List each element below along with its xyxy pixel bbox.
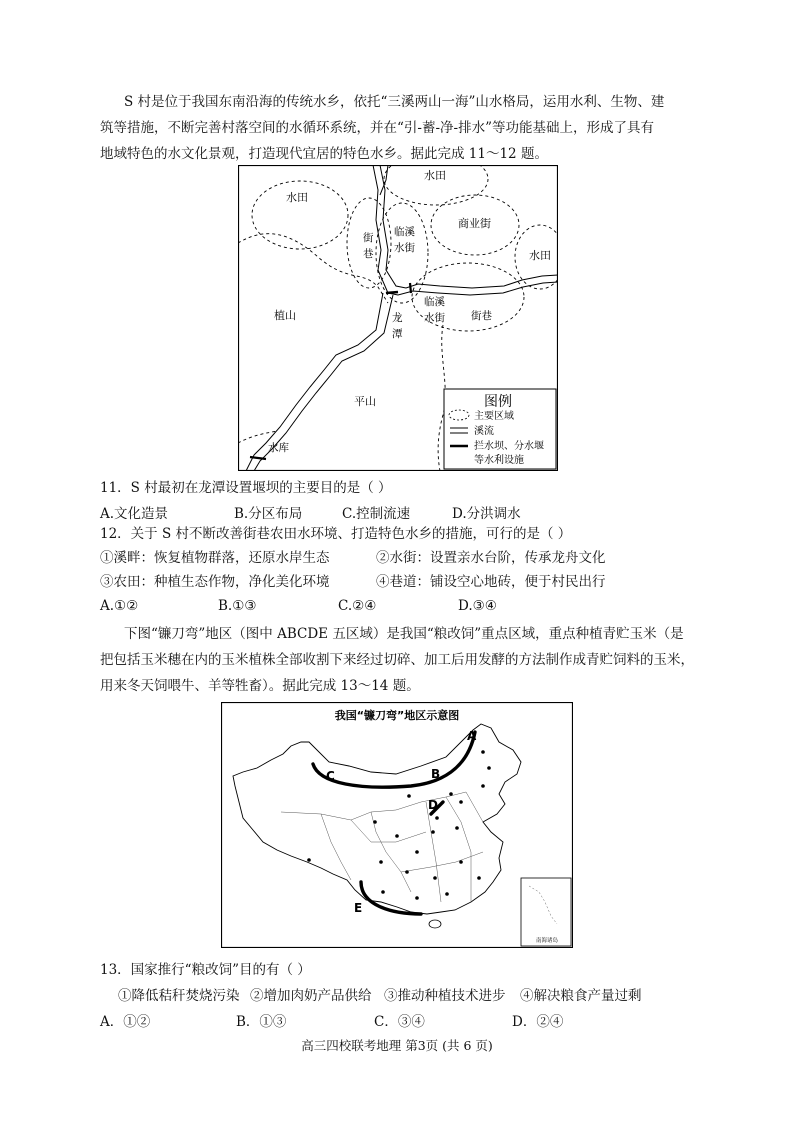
q11-option-c[interactable]: C.控制流速 [342, 506, 411, 522]
q12-option-a[interactable]: A.①② [100, 598, 139, 614]
label-alley-left-2: 巷 [363, 248, 374, 260]
china-sickle-map [221, 702, 573, 948]
q13-option-b[interactable]: B．①③ [236, 1014, 287, 1030]
q11-stem: 11．S 村最初在龙潭设置堰坝的主要目的是（ ） [100, 480, 392, 496]
q12-option-d[interactable]: D.③④ [458, 598, 497, 614]
q13-option-a[interactable]: A．①② [100, 1014, 151, 1030]
label-water-street-1b: 水街 [394, 242, 415, 254]
q12-stem: 12．关于 S 村不断改善街巷农田水环境、打造特色水乡的措施，可行的是（ ） [100, 526, 572, 542]
label-alley-left-1: 街 [363, 232, 374, 244]
inset-label: 南海诸岛 [535, 938, 559, 944]
intro2-line-2: 把包括玉米穗在内的玉米植株全部收割下来经过切碎、加工后用发酵的方法制作成青贮饲料的玉米， [100, 652, 694, 668]
label-dragon-pool-1: 龙 [392, 312, 403, 324]
label-paddy-tl: 水田 [286, 191, 308, 204]
legend-title: 图例 [484, 394, 512, 410]
page-footer: 高三四校联考地理 第3页 (共 6 页) [301, 1038, 493, 1053]
village-map [238, 165, 558, 471]
zone-label-c: C [326, 769, 335, 783]
intro1-line-2: 筑等措施，不断完善村落空间的水循环系统，并在“引-蓄-净-排水”等功能基础上，形成了具有 [100, 120, 654, 136]
dam-east [410, 283, 411, 293]
q11-option-b[interactable]: B.分区布局 [234, 506, 303, 522]
q11-option-a[interactable]: A.文化造景 [100, 506, 169, 522]
zone-label-e: E [354, 901, 363, 915]
q12-option-b[interactable]: B.①③ [218, 598, 257, 614]
q13-stem: 13．国家推行“粮改饲”目的有（ ） [100, 962, 311, 978]
q11-option-d[interactable]: D.分洪调水 [452, 506, 521, 522]
legend-dam-2: 等水利设施 [474, 455, 524, 466]
q12-item-2: ②水街：设置亲水台阶，传承龙舟文化 [376, 550, 606, 566]
label-alley-right: 街巷 [471, 310, 492, 322]
q13-option-c[interactable]: C．③④ [374, 1014, 425, 1030]
q12-item-3: ③农田：种植生态作物，净化美化环境 [100, 574, 330, 590]
q13-item-1: ①降低秸秆焚烧污染 [118, 988, 240, 1004]
q13-item-3: ③推动种植技术进步 [384, 988, 506, 1004]
label-water-street-1a: 临溪 [394, 226, 415, 238]
map-legend [444, 389, 556, 469]
label-commercial: 商业街 [458, 217, 491, 230]
q12-item-1: ①溪畔：恢复植物群落，还原水岸生态 [100, 550, 330, 566]
intro2-line-3: 用来冬天饲喂牛、羊等牲畜）。据此完成 13～14 题。 [100, 678, 420, 694]
q12-option-c[interactable]: C.②④ [338, 598, 377, 614]
legend-area: 主要区域 [474, 411, 514, 422]
label-water-street-2a: 临溪 [424, 296, 445, 308]
q13-option-d[interactable]: D．②④ [512, 1014, 564, 1030]
label-water-street-2b: 水街 [424, 312, 445, 324]
intro2-line-1: 下图“镰刀弯”地区（图中 ABCDE 五区域）是我国“粮改饲”重点区域，重点种植青贮玉米（是 [124, 626, 684, 642]
intro1-line-1: S 村是位于我国东南沿海的传统水乡，依托“三溪两山一海”山水格局，运用水利、生物、建 [124, 94, 665, 110]
dam-dragon-pool [386, 292, 398, 293]
label-pingshan: 平山 [354, 395, 376, 408]
label-zhishan: 植山 [274, 309, 296, 322]
south-sea-inset [521, 878, 571, 946]
label-dragon-pool-2: 潭 [392, 328, 403, 340]
zone-label-a: A [467, 729, 477, 743]
legend-dam-1: 拦水坝、分水堰 [474, 441, 544, 452]
map2-title: 我国“镰刀弯”地区示意图 [334, 709, 460, 722]
label-paddy-top: 水田 [424, 169, 446, 182]
legend-stream: 溪流 [474, 426, 494, 437]
label-paddy-right: 水田 [529, 249, 551, 262]
zone-label-d: D [428, 798, 438, 812]
intro1-line-3: 地域特色的水文化景观，打造现代宜居的特色水乡。据此完成 11～12 题。 [100, 146, 548, 162]
label-reservoir: 水库 [268, 442, 289, 454]
q13-item-2: ②增加肉奶产品供给 [250, 988, 372, 1004]
q13-item-4: ④解决粮食产量过剩 [520, 988, 642, 1004]
q12-item-4: ④巷道：铺设空心地砖，便于村民出行 [376, 574, 606, 590]
zone-label-b: B [431, 767, 441, 781]
